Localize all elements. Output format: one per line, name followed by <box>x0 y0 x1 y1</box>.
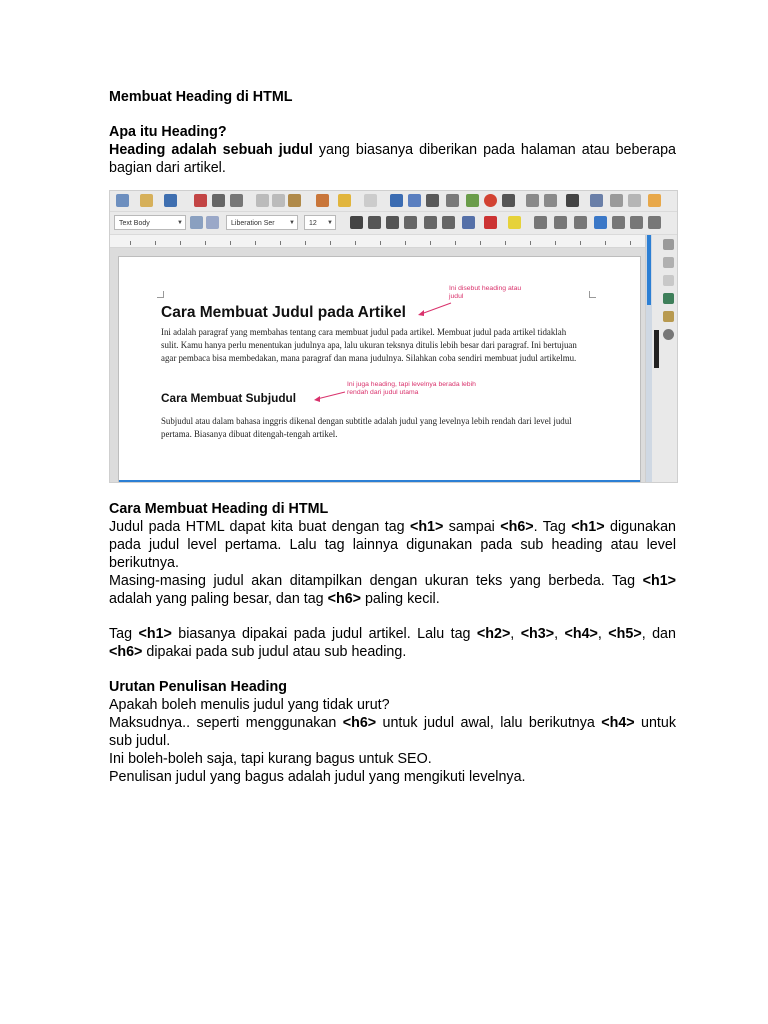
standard-toolbar <box>110 191 677 212</box>
cut-icon <box>256 194 269 207</box>
export-pdf-icon <box>194 194 207 207</box>
html-tag: <h1> <box>409 519 444 535</box>
underline-icon <box>386 216 399 229</box>
margin-corner <box>589 291 596 298</box>
highlight-icon <box>508 216 521 229</box>
italic-icon <box>368 216 381 229</box>
gallery-icon[interactable] <box>663 311 674 322</box>
text-run: adalah yang paling besar, dan tag <box>109 591 328 607</box>
align-left-icon <box>594 216 607 229</box>
text-run: paling kecil. <box>361 591 440 607</box>
document-title: Membuat Heading di HTML <box>109 89 293 105</box>
text-run: , <box>510 626 521 642</box>
section2-paragraph-3 <box>109 625 676 661</box>
text-run: Judul pada HTML dapat kita buat dengan tag <box>109 519 410 535</box>
demo-heading-1-annotation: Ini disebut heading atau judul <box>449 285 522 300</box>
html-tag: <h6> <box>327 591 361 607</box>
text-run: dipakai pada sub judul atau sub heading. <box>142 644 407 660</box>
page-bottom-highlight <box>119 480 640 483</box>
update-style-icon <box>190 216 203 229</box>
numbering-icon <box>554 216 567 229</box>
document-canvas <box>110 248 645 482</box>
margin-corner <box>157 291 164 298</box>
bullets-icon <box>534 216 547 229</box>
copy-icon <box>272 194 285 207</box>
document-sheet <box>118 256 641 483</box>
special-character-icon <box>566 194 579 207</box>
properties-icon[interactable] <box>663 239 674 250</box>
demo-paragraph-1: Ini adalah paragraf yang membahas tentang cara membuat judul pada artikel. Membuat judul pada artikel tidaklah sulit. Kamu hanya perlu menentukan judulnya apa, lalu ukuran teksnya ditulis lebih besar dari paragraf. Ini bertujuan agar pembaca bisa membedakan, mana paragraf dan mana judulnya. Silahkan coba sendiri membuat judul artikelmu. <box>161 327 577 363</box>
html-tag: <h5> <box>608 626 642 642</box>
html-tag: <h1> <box>642 573 676 589</box>
new-document-icon <box>116 194 129 207</box>
chevron-down-icon: ▼ <box>289 220 295 226</box>
scroll-thumb[interactable] <box>647 235 651 305</box>
formatting-marks-icon <box>426 194 439 207</box>
new-style-icon <box>206 216 219 229</box>
html-tag: <h4> <box>564 626 598 642</box>
footnote-icon <box>610 194 623 207</box>
strikethrough-icon <box>404 216 417 229</box>
html-tag: <h6> <box>109 644 143 660</box>
font-color-icon <box>484 216 497 229</box>
html-tag: <h6> <box>500 519 534 535</box>
hyperlink-icon <box>590 194 603 207</box>
section2-paragraph-1 <box>109 518 676 572</box>
html-tag: <h2> <box>476 626 511 642</box>
section3-line-4: Penulisan judul yang bagus adalah judul yang mengikuti levelnya. <box>109 769 526 785</box>
justify-icon <box>648 216 661 229</box>
font-name-select[interactable] <box>226 215 298 230</box>
text-run: biasanya dipakai pada judul artikel. Lalu tag <box>171 626 477 642</box>
bold-icon <box>350 216 363 229</box>
section1-lead-rest: yang biasanya diberikan pada halaman atau beberapa bagian dari artikel. <box>109 142 676 176</box>
section1-paragraph <box>109 141 676 177</box>
chevron-down-icon: ▼ <box>177 220 183 226</box>
save-icon <box>164 194 177 207</box>
text-format-icon[interactable] <box>663 293 674 304</box>
align-center-icon <box>612 216 625 229</box>
text-run: . Tag <box>533 519 572 535</box>
navigator-icon[interactable] <box>663 329 674 340</box>
annotation-arrow <box>415 299 455 319</box>
page-icon[interactable] <box>663 275 674 286</box>
vertical-scrollbar[interactable] <box>646 235 652 482</box>
font-size-select[interactable] <box>304 215 336 230</box>
text-run: , dan <box>641 626 676 642</box>
align-right-icon <box>630 216 643 229</box>
shadow-icon <box>462 216 475 229</box>
image-icon <box>466 194 479 207</box>
sidebar-collapse-handle[interactable] <box>654 330 659 368</box>
section2-heading: Cara Membuat Heading di HTML <box>109 501 329 517</box>
text-run: untuk sub judul. <box>109 715 676 749</box>
section3-line-2 <box>109 714 676 750</box>
text-run: digunakan pada judul level pertama. Lalu tag lainnya digunakan pada sub heading atau level berikutnya. <box>109 519 676 571</box>
table-icon <box>446 194 459 207</box>
spellcheck-icon <box>408 194 421 207</box>
subscript-icon <box>442 216 455 229</box>
formatting-toolbar <box>110 212 677 235</box>
text-run: , <box>554 626 565 642</box>
paragraph-style-value: Text Body <box>119 220 150 227</box>
print-preview-icon <box>230 194 243 207</box>
open-folder-icon <box>140 194 153 207</box>
indent-icon <box>574 216 587 229</box>
section1-heading: Apa itu Heading? <box>109 124 227 140</box>
paste-icon <box>288 194 301 207</box>
html-tag: <h1> <box>571 519 605 535</box>
chevron-down-icon: ▼ <box>327 220 333 226</box>
editor-screenshot <box>109 190 678 483</box>
demo-paragraph-2: Subjudul atau dalam bahasa inggris dikenal dengan subtitle adalah judul yang levelnya lebih rendah dari level judul pertama. Biasanya dibuat ditengah-tengah artikel. <box>161 416 572 439</box>
text-run: Maksudnya.. seperti menggunakan <box>109 715 343 731</box>
paragraph-style-select[interactable] <box>114 215 186 230</box>
text-box-icon <box>502 194 515 207</box>
section3-line-3: Ini boleh-boleh saja, tapi kurang bagus untuk SEO. <box>109 751 432 767</box>
font-size-value: 12 <box>309 220 317 227</box>
demo-heading-2: Cara Membuat Subjudul <box>161 391 297 405</box>
text-run: untuk judul awal, lalu berikutnya <box>376 715 602 731</box>
text-run: , <box>597 626 609 642</box>
print-icon <box>212 194 225 207</box>
font-name-value: Liberation Ser <box>231 220 275 227</box>
clone-formatting-icon <box>316 194 329 207</box>
section1-lead-bold: Heading adalah sebuah judul <box>109 142 313 158</box>
section3-line-1: Apakah boleh menulis judul yang tidak urut? <box>109 697 390 713</box>
bookmark-icon <box>648 194 661 207</box>
html-tag: <h3> <box>520 626 555 642</box>
chart-icon <box>484 194 497 207</box>
undo-icon <box>338 194 351 207</box>
field-icon <box>544 194 557 207</box>
demo-heading-2-annotation: Ini juga heading, tapi levelnya berada lebih rendah dari judul utama <box>347 381 476 396</box>
demo-heading-1: Cara Membuat Judul pada Artikel <box>161 304 406 321</box>
redo-icon <box>364 194 377 207</box>
styles-icon[interactable] <box>663 257 674 268</box>
sidebar-panel <box>645 235 678 482</box>
html-tag: <h6> <box>342 715 377 731</box>
section2-paragraph-2 <box>109 572 676 608</box>
ruler <box>110 235 645 248</box>
page-break-icon <box>526 194 539 207</box>
html-tag: <h1> <box>138 626 172 642</box>
annotation-arrow <box>311 389 349 405</box>
text-run: sampai <box>443 519 501 535</box>
text-run: Tag <box>109 626 139 642</box>
superscript-icon <box>424 216 437 229</box>
text-run: Masing-masing judul akan ditampilkan dengan ukuran teks yang berbeda. Tag <box>109 573 643 589</box>
html-tag: <h4> <box>601 715 635 731</box>
find-replace-icon <box>390 194 403 207</box>
section3-heading: Urutan Penulisan Heading <box>109 679 287 695</box>
comment-icon <box>628 194 641 207</box>
